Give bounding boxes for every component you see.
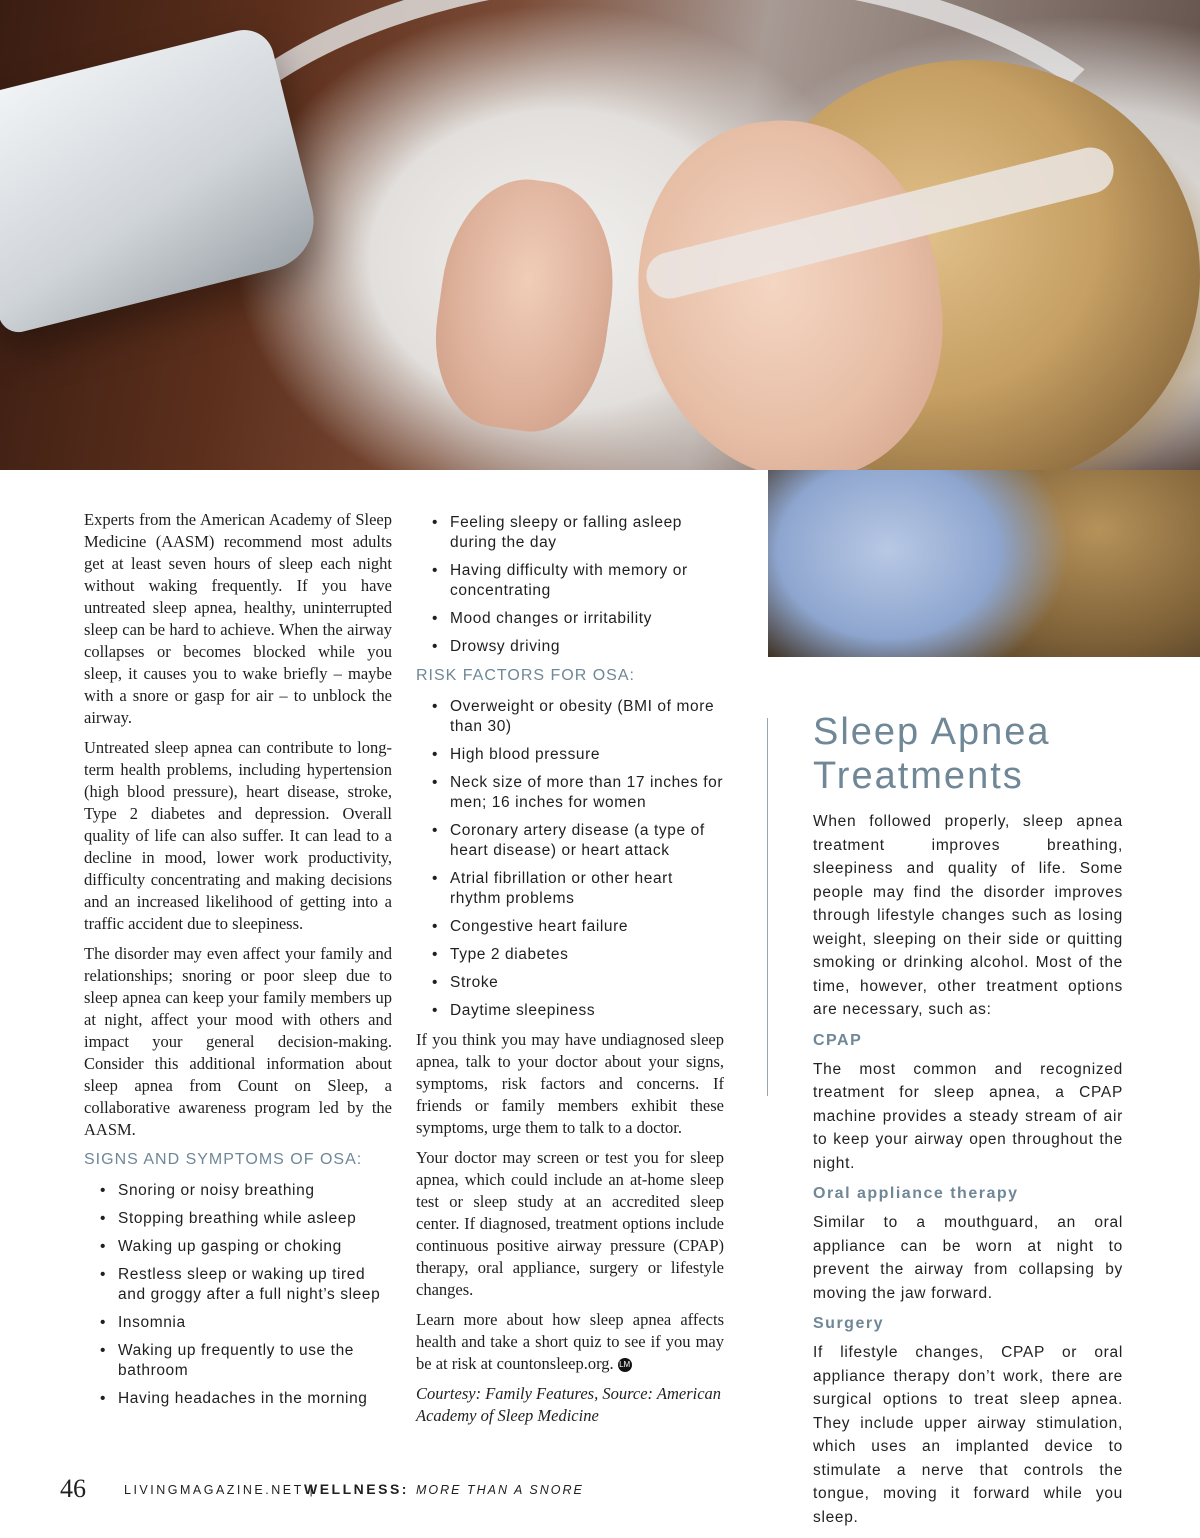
list-item: • Having difficulty with memory or concentrating (432, 561, 724, 601)
list-item: • Overweight or obesity (BMI of more than 30) (432, 697, 724, 737)
list-item: • Feeling sleepy or falling asleep during the day (432, 513, 724, 553)
signs-list (84, 1181, 392, 1409)
list-item: • Stroke (432, 973, 724, 993)
signs-list-continued (416, 513, 724, 657)
list-item: • Type 2 diabetes (432, 945, 724, 965)
list-item: • Congestive heart failure (432, 917, 724, 937)
treatments-title-line-1: Sleep Apnea (813, 711, 1051, 753)
cpap-text: The most common and recognized treatment for sleep apnea, a CPAP machine provides a steady stream of air to keep your airway open throughout the night. (813, 1060, 1123, 1172)
list-item: • Stopping breathing while asleep (100, 1209, 392, 1229)
list-item: • High blood pressure (432, 745, 724, 765)
list-item: • Having headaches in the morning (100, 1389, 392, 1409)
signs-heading: SIGNS AND SYMPTOMS OF OSA: (84, 1151, 363, 1168)
family-paragraph: The disorder may even affect your family and relationships; snoring or poor sleep due to sleep apnea can keep your family members up at night, affect your mood with others and impact your general decision-making. Consider this additional information about sleep apnea from Count on Sleep, a collaborative awareness program led by the AASM. (84, 944, 392, 1139)
footer-topic: MORE THAN A SNORE (416, 1483, 584, 1497)
learn-more-text: Learn more about how sleep apnea affects health and take a short quiz to see if you may be at risk at countonsleep.org. (416, 1310, 724, 1373)
list-item: • Restless sleep or waking up tired and groggy after a full night’s sleep (100, 1265, 392, 1305)
risk-factors-list (416, 697, 724, 1021)
column-2 (416, 513, 724, 1435)
surgery-text: If lifestyle changes, CPAP or oral appliance therapy don’t work, there are surgical options to treat sleep apnea. They include upper airway stimulation, which uses an implanted device to stimulate a nerve that controls the tongue, moving it forward while you sleep. (813, 1344, 1123, 1526)
page-footer (60, 1474, 960, 1508)
column-1 (84, 509, 392, 1417)
treatments-title-line-2: Treatments (813, 755, 1024, 797)
list-item: • Atrial fibrillation or other heart rhythm problems (432, 869, 724, 909)
undiagnosed-paragraph: If you think you may have undiagnosed sleep apnea, talk to your doctor about your signs, symptoms, risk factors and concerns. If friends or family members exhibit these symptoms, urge them to talk to a doctor. (416, 1030, 724, 1137)
page-number: 46 (60, 1474, 86, 1503)
hero-photo-extension (768, 470, 1200, 657)
treatments-title (813, 710, 1123, 798)
hero-photo-woman-sleeping-with-cpap (0, 0, 1200, 470)
column-3-treatments (813, 710, 1123, 1537)
list-item: • Daytime sleepiness (432, 1001, 724, 1021)
courtesy-credit: Courtesy: Family Features, Source: American Academy of Sleep Medicine (416, 1384, 722, 1425)
health-problems-paragraph: Untreated sleep apnea can contribute to long-term health problems, including hypertension (high blood pressure), heart disease, stroke, Type 2 diabetes and depression. Overall quality of life can also suffer. It can lead to a decline in mood, lower work productivity, difficulty concentrating and making decisions and an increased likelihood of getting into a traffic accident due to sleepiness. (84, 738, 392, 933)
treatments-intro: When followed properly, sleep apnea treatment improves breathing, sleepiness and quality of life. Some people may find the disorder improves through lifestyle changes such as losing weight, sleeping on their side or quitting smoking or drinking alcohol. Most of the time, however, other treatment options are necessary, such as: (813, 813, 1123, 1018)
oral-appliance-text: Similar to a mouthguard, an oral appliance can be worn at night to prevent the airway from collapsing by moving the jaw forward. (813, 1214, 1123, 1302)
screening-paragraph: Your doctor may screen or test you for sleep apnea, which could include an at-home sleep test or sleep study at an accredited sleep center. If diagnosed, treatment options include continuous positive airway pressure (CPAP) therapy, oral appliance, surgery or lifestyle changes. (416, 1148, 724, 1299)
risk-factors-heading: RISK FACTORS FOR OSA: (416, 667, 635, 684)
footer-site: LIVINGMAGAZINE.NET | (124, 1483, 316, 1497)
column-divider (767, 718, 768, 1096)
oral-appliance-heading: Oral appliance therapy (813, 1185, 1019, 1202)
end-mark-icon: LM (618, 1358, 632, 1372)
list-item: • Waking up frequently to use the bathroom (100, 1341, 392, 1381)
list-item: • Drowsy driving (432, 637, 724, 657)
cpap-heading: CPAP (813, 1031, 863, 1049)
surgery-heading: Surgery (813, 1315, 884, 1332)
list-item: • Mood changes or irritability (432, 609, 724, 629)
list-item: • Waking up gasping or choking (100, 1237, 392, 1257)
list-item: • Insomnia (100, 1313, 392, 1333)
list-item: • Coronary artery disease (a type of heart disease) or heart attack (432, 821, 724, 861)
footer-section: WELLNESS: (304, 1481, 409, 1497)
list-item: • Snoring or noisy breathing (100, 1181, 392, 1201)
list-item: • Neck size of more than 17 inches for men; 16 inches for women (432, 773, 724, 813)
learn-more-paragraph (416, 1309, 724, 1375)
intro-paragraph: Experts from the American Academy of Sleep Medicine (AASM) recommend most adults get at least seven hours of sleep each night without waking frequently. If you have untreated sleep apnea, healthy, uninterrupted sleep can be hard to achieve. When the airway collapses or becomes blocked while you sleep, it causes you to wake briefly – maybe with a snore or gasp for air – to unblock the airway. (84, 510, 392, 727)
